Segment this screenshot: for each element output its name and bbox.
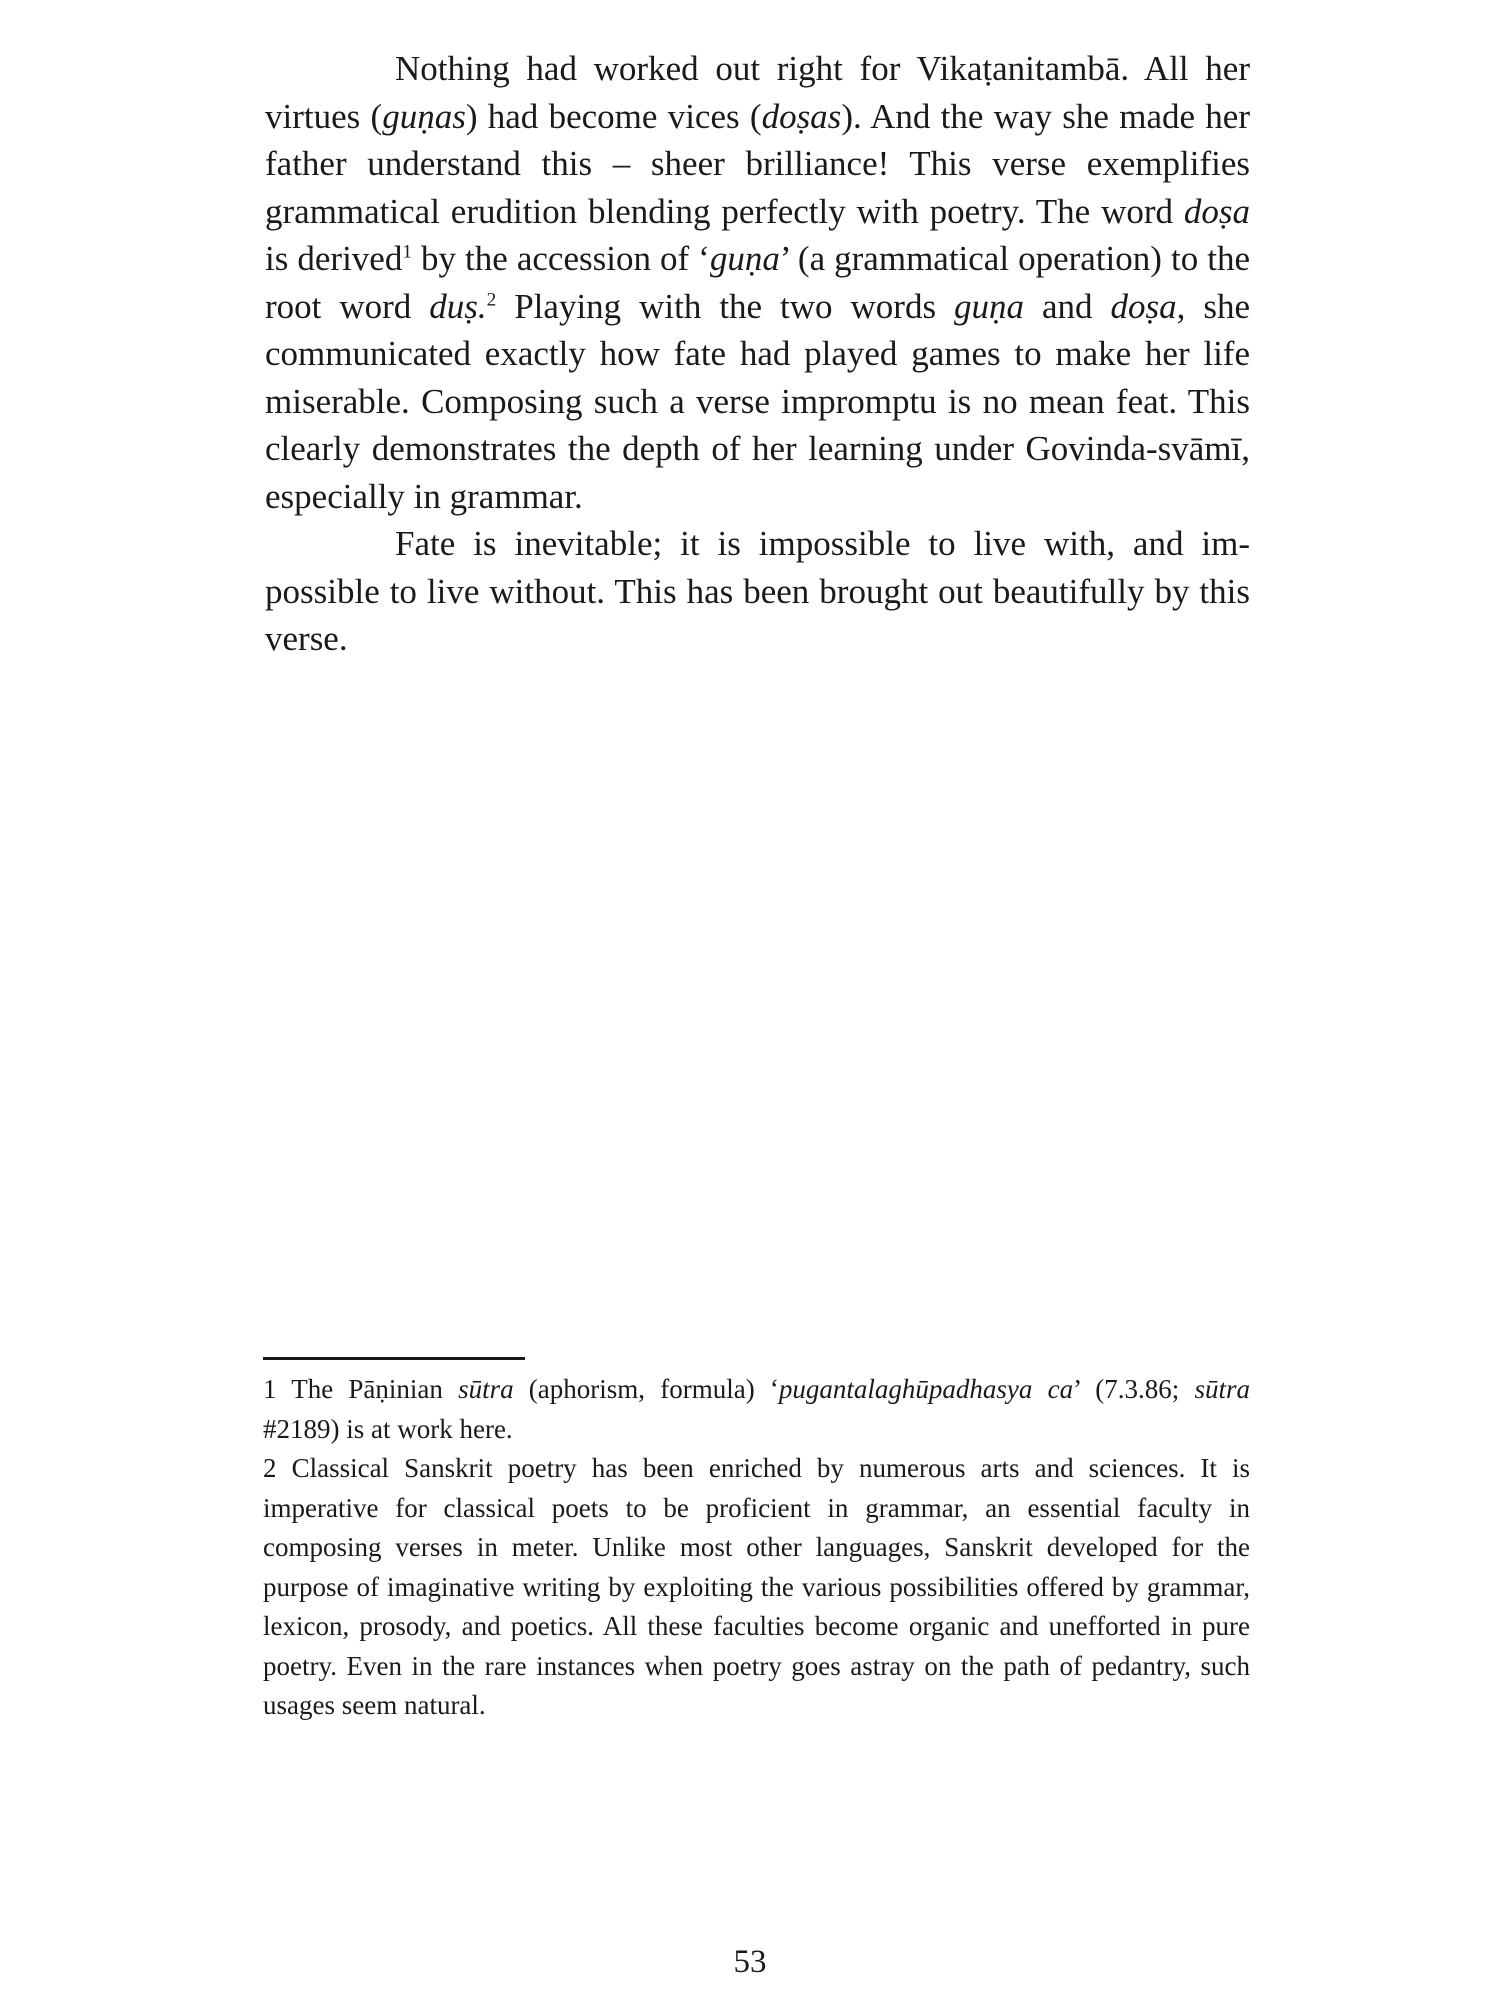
italic-term: duṣ.: [429, 286, 487, 326]
italic-term: doṣa: [1110, 286, 1177, 326]
footnote-ref-2[interactable]: 2: [486, 288, 497, 310]
italic-term: doṣa: [1183, 191, 1250, 231]
footnote-1: 1 The Pāṇinian sūtra (aphorism, formula) ‘pugantalaghūpadhasya ca’ (7.3.86; sūtra #2189) is at work here.: [263, 1374, 1250, 1444]
italic-term: doṣas: [761, 96, 842, 136]
main-text: [265, 45, 1250, 663]
italic-term: sūtra: [1194, 1374, 1250, 1404]
page-number: 53: [733, 1944, 767, 1980]
italic-term: sūtra: [458, 1374, 514, 1404]
italic-term: guṇa: [954, 286, 1025, 326]
footnote-ref-1[interactable]: 1: [402, 241, 412, 263]
italic-term: pugantalaghūpadhasya ca: [778, 1374, 1074, 1404]
italic-term: guṇa: [709, 239, 780, 278]
footnote-2: 2 Classical Sanskrit poetry has been enriched by numerous arts and sciences. It is imperative for classical poets to be proficient in grammar, an essential faculty in composing verses in meter. Unlike most other languages, Sanskrit developed for the purpose of imaginative writing by exploiting the various possibilities offered by grammar, lexicon, prosody, and poetics. All these faculties become organic and unefforted in pure poetry. Even in the rare instances when poetry goes astray on the path of pedantry, such usages seem natural.: [263, 1453, 1250, 1720]
paragraph-1: Nothing had worked out right for Vikaṭanitambā. All her virtues (guṇas) had become vices (doṣas). And the way she made her father understand this – sheer brilliance! This verse exemplifies grammatical erudition blending perfectly with poetry. The word doṣa is derived$^1$ by the accession of ‘guṇa’ (a grammatical operation) to the root word duṣ.$^2$ Playing with the two words guṇa and doṣa, she communicated exactly how fate had played games to make her life miserable. Composing such a verse impromptu is no mean feat. This clearly demonstrates the depth of her learning under Govinda-svāmī, especially in grammar.: [265, 49, 1250, 516]
paragraph-2: Fate is inevitable; it is impossible to live with, and impossible to live without. This has been brought out beautifully by this verse.: [265, 524, 1250, 658]
footnotes: [263, 1370, 1250, 1726]
italic-term: guṇas: [382, 96, 466, 136]
footnote-divider: [263, 1357, 525, 1360]
